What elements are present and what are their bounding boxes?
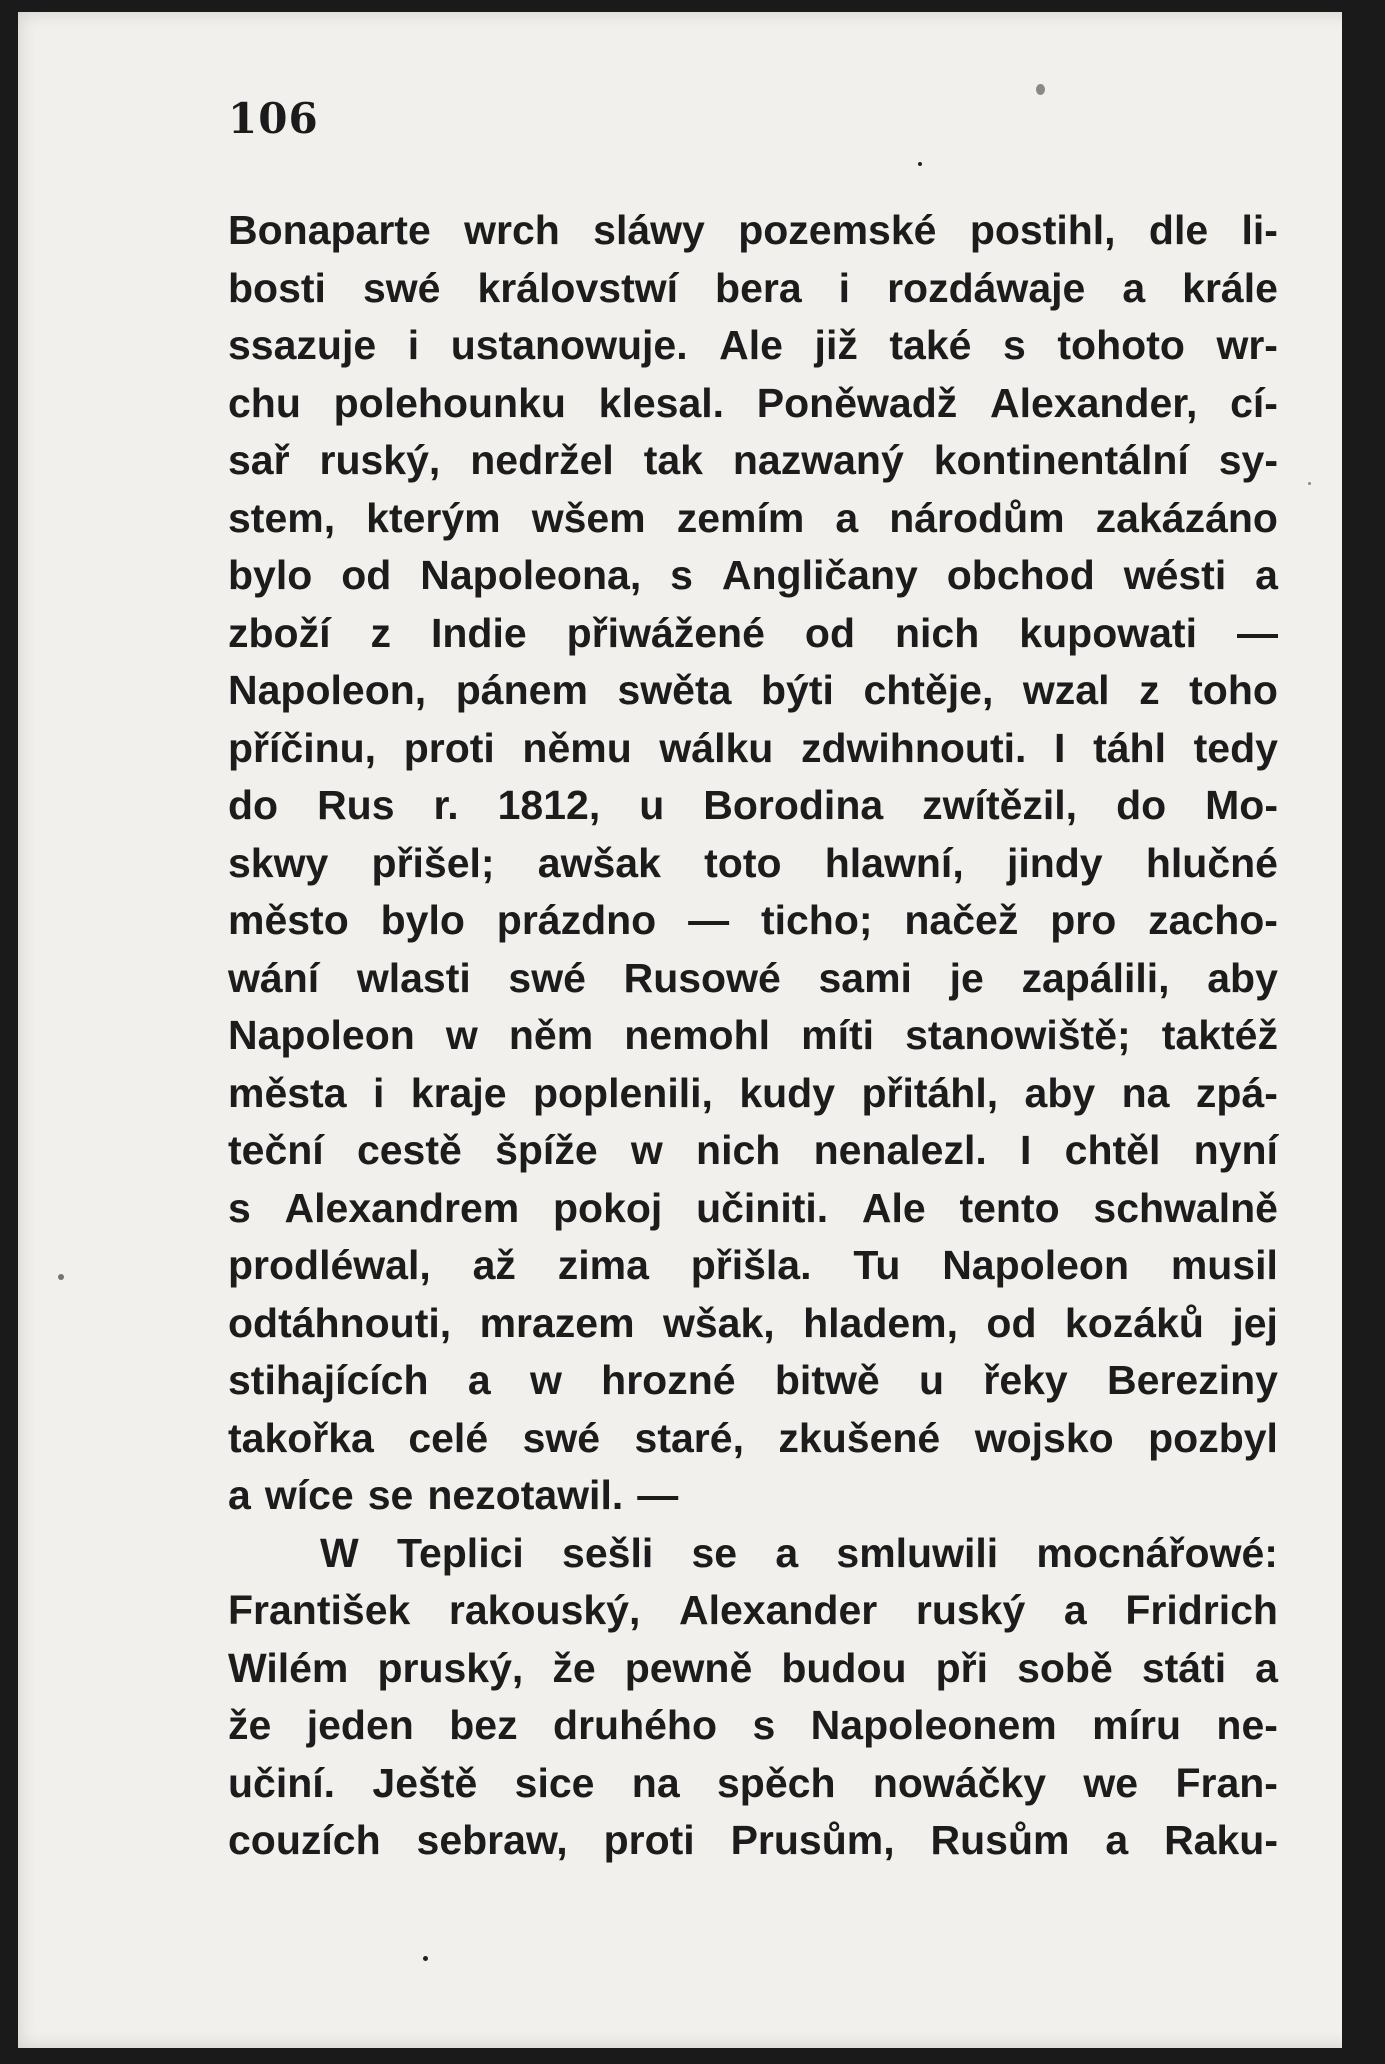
text-line: stem, kterým wšem zemím a národům zakázáno — [228, 494, 1278, 541]
book-page — [18, 12, 1360, 2048]
text-line: Napoleon, pánem swěta býti chtěje, wzal z toho — [228, 667, 1278, 713]
text-line: František rakouský, Alexander ruský a Fridrich — [228, 1587, 1278, 1633]
body-text — [228, 202, 1278, 1870]
text-line: Bonaparte wrch sláwy pozemské postihl, dle li- — [228, 207, 1278, 253]
scan-speck — [1036, 84, 1045, 95]
text-line: prodléwal, až zima přišla. Tu Napoleon musil — [228, 1242, 1278, 1288]
scan-speck — [58, 1274, 64, 1280]
page-number: 106 — [228, 94, 319, 143]
text-line: zboží z Indie přiwážené od nich kupowati — — [228, 609, 1278, 656]
text-line: a wíce se nezotawil. — — [228, 1472, 679, 1518]
text-line: města i kraje poplenili, kudy přitáhl, aby na zpá- — [228, 1069, 1278, 1116]
text-line: Wilém pruský, že pewně budou při sobě státi a — [228, 1644, 1278, 1691]
text-line: ssazuje i ustanowuje. Ale již také s tohoto wr- — [228, 322, 1278, 368]
text-line: chu polehounku klesal. Poněwadž Alexander, cí- — [228, 379, 1278, 426]
scan-edge — [1342, 0, 1385, 2064]
text-line: bosti swé královstwí bera i rozdáwaje a krále — [228, 264, 1278, 311]
text-line: město bylo prázdno — ticho; načež pro zacho- — [228, 897, 1278, 943]
text-line: Napoleon w něm nemohl míti stanowiště; taktéž — [228, 1012, 1278, 1058]
scan-speck — [1308, 482, 1311, 485]
text-line: příčinu, proti němu wálku zdwihnouti. I táhl tedy — [228, 724, 1278, 771]
scan-speck — [918, 162, 922, 166]
scan-speck — [423, 1956, 428, 1961]
text-line: sař ruský, nedržel tak nazwaný kontinentální sy- — [228, 437, 1278, 483]
text-line: že jeden bez druhého s Napoleonem míru ne- — [228, 1702, 1278, 1748]
text-line: W Teplici sešli se a smluwili mocnářowé: — [320, 1529, 1278, 1576]
text-line: do Rus r. 1812, u Borodina zwítězil, do Mo- — [228, 782, 1278, 828]
text-line: učiní. Ještě sice na spěch nowáčky we Fran- — [228, 1759, 1278, 1806]
text-line: couzích sebraw, proti Prusům, Rusům a Raku- — [228, 1817, 1278, 1863]
text-line: bylo od Napoleona, s Angličany obchod wésti a — [228, 552, 1278, 598]
text-line: skwy přišel; awšak toto hlawní, jindy hlučné — [228, 839, 1278, 886]
text-line: s Alexandrem pokoj učiniti. Ale tento schwalně — [228, 1184, 1278, 1231]
text-line: odtáhnouti, mrazem wšak, hladem, od kozáků jej — [228, 1299, 1278, 1346]
text-line: stihajících a w hrozné bitwě u řeky Bereziny — [228, 1357, 1278, 1403]
text-line: wání wlasti swé Rusowé sami je zapálili, aby — [228, 954, 1278, 1001]
text-line: takořka celé swé staré, zkušené wojsko pozbyl — [228, 1414, 1278, 1461]
text-line: teční cestě špíže w nich nenalezl. I chtěl nyní — [228, 1127, 1278, 1173]
